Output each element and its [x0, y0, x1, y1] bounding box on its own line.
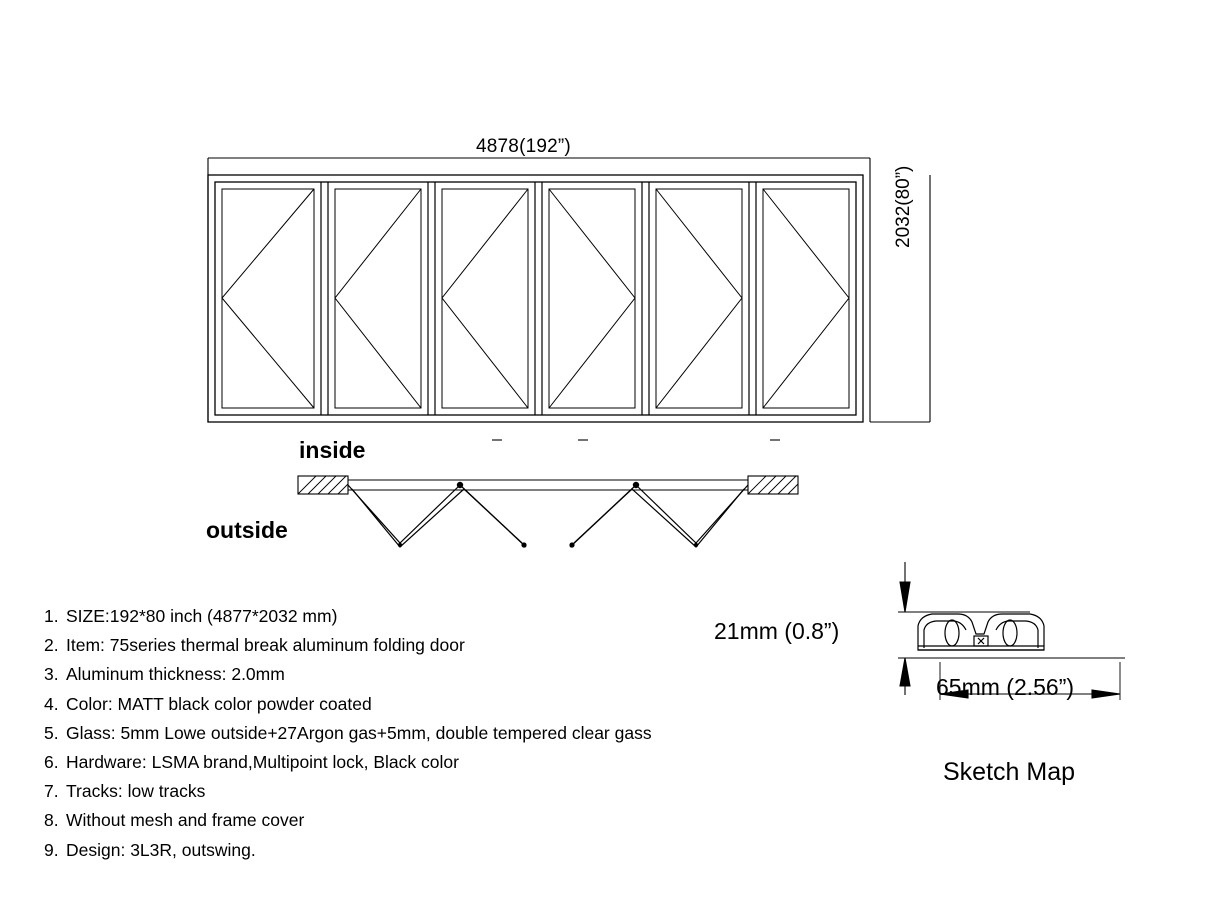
spec-row [44, 690, 804, 719]
specification-list [44, 602, 804, 865]
spec-text: SIZE:192*80 inch (4877*2032 mm) [66, 606, 338, 626]
elevation-height-label: 2032(80”) [893, 165, 914, 248]
sketch-map-drawing [880, 550, 1170, 740]
height-dimension-arrows [900, 562, 910, 695]
spec-row [44, 836, 804, 865]
spec-text: Hardware: LSMA brand,Multipoint lock, Black color [66, 752, 459, 773]
spec-number: 4. [44, 693, 59, 714]
plan-wall-left [298, 476, 348, 494]
plan-folded-leaves [348, 485, 748, 547]
plan-hinge-points [398, 482, 698, 548]
spec-number: 3. [44, 664, 59, 685]
spec-text: Without mesh and frame cover [66, 810, 305, 831]
spec-number: 9. [44, 839, 59, 860]
spec-row [44, 777, 804, 806]
spec-text: Design: 3L3R, outswing. [66, 839, 256, 860]
spec-row [44, 660, 804, 689]
spec-row [44, 748, 804, 777]
spec-number: 8. [44, 810, 59, 831]
elevation-width-label: 4878(192”) [476, 136, 571, 157]
spec-row [44, 602, 804, 631]
spec-number: 2. [44, 635, 59, 656]
plan-wall-right [748, 476, 798, 494]
sketch-width-label: 65mm (2.56”) [936, 674, 1075, 700]
track-profile-section [918, 614, 1044, 650]
spec-text: Tracks: low tracks [66, 781, 206, 802]
spec-number: 1. [44, 606, 59, 626]
panel-dividers [321, 182, 756, 415]
spec-number: 6. [44, 752, 59, 773]
spec-row [44, 631, 804, 660]
spec-text: Aluminum thickness: 2.0mm [66, 664, 285, 685]
sketch-map-title: Sketch Map [943, 758, 1076, 786]
spec-row [44, 806, 804, 835]
spec-number: 5. [44, 722, 59, 743]
plan-view-drawing [290, 468, 810, 568]
elevation-drawing [180, 130, 960, 470]
spec-number: 7. [44, 781, 59, 802]
plan-track-rail [348, 480, 748, 490]
spec-text: Glass: 5mm Lowe outside+27Argon gas+5mm, double tempered clear gass [66, 722, 652, 743]
plan-outside-label: outside [206, 517, 288, 543]
spec-row [44, 719, 804, 748]
plan-inside-label: inside [299, 437, 366, 463]
sketch-height-label: 21mm (0.8”) [714, 618, 840, 644]
spec-text: Color: MATT black color powder coated [66, 693, 372, 714]
spec-text: Item: 75series thermal break aluminum folding door [66, 635, 465, 656]
